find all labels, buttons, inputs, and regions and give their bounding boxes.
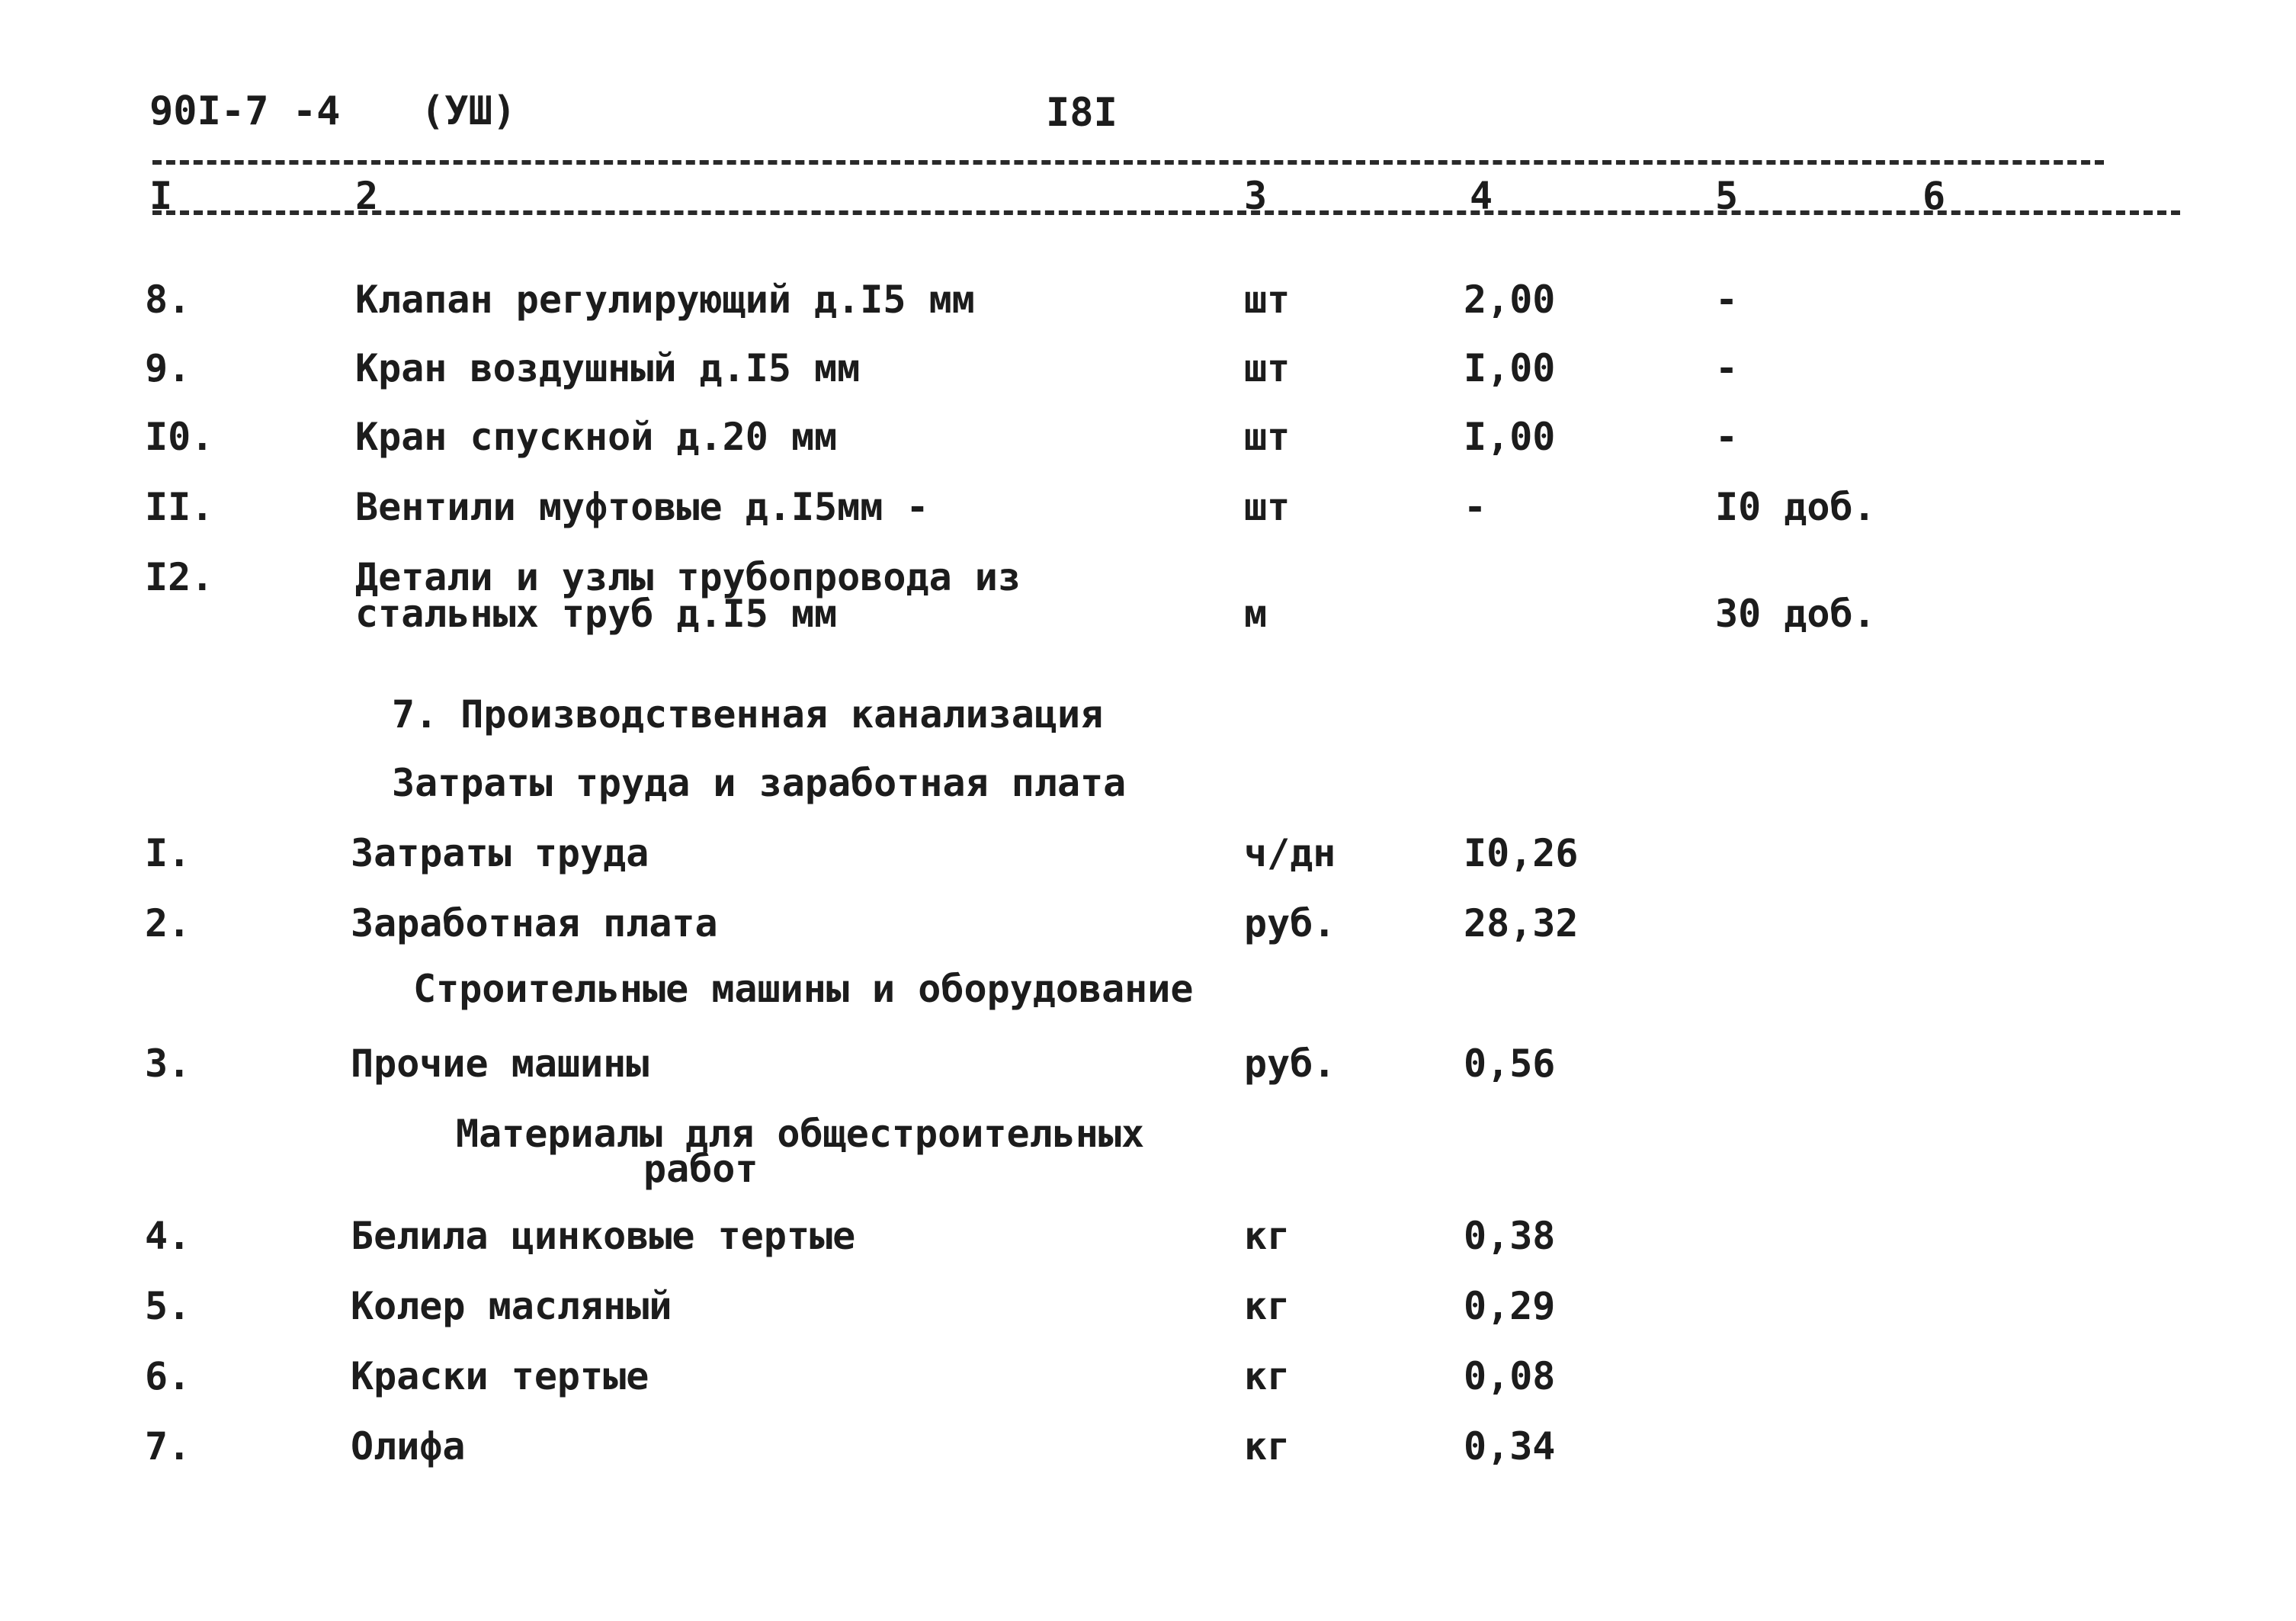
row-number: 8.	[145, 278, 191, 322]
materials-heading-line-1: Материалы для общестроительных	[456, 1112, 1145, 1156]
row-extra: 30 доб.	[1715, 592, 1876, 636]
row-unit: шт	[1244, 415, 1291, 459]
row-name: Олифа	[351, 1424, 466, 1469]
row-name: Колер масляный	[351, 1284, 672, 1328]
row-number: I0.	[145, 415, 214, 459]
page-number: I8I	[1046, 90, 1118, 136]
row-unit: м	[1244, 592, 1268, 636]
row-number: 6.	[145, 1354, 191, 1398]
section-title: 7. Производственная канализация	[392, 692, 1104, 737]
row-unit: руб.	[1244, 1042, 1336, 1086]
row-name: Затраты труда	[351, 831, 649, 875]
row-name: Прочие машины	[351, 1042, 649, 1086]
row-number: I2.	[145, 555, 214, 599]
doc-series: (УШ)	[421, 88, 517, 134]
row-unit: кг	[1244, 1354, 1291, 1398]
row-quantity: 0,34	[1464, 1424, 1556, 1469]
row-number: 9.	[145, 346, 191, 390]
row-unit: кг	[1244, 1214, 1291, 1258]
row-unit: кг	[1244, 1424, 1291, 1469]
row-quantity: 28,32	[1464, 901, 1579, 945]
labor-heading: Затраты труда и заработная плата	[392, 761, 1127, 805]
row-name: Кран воздушный д.I5 мм	[355, 346, 861, 390]
row-unit: ч/дн	[1244, 831, 1336, 875]
row-extra: -	[1715, 346, 1739, 390]
row-quantity: I0,26	[1464, 831, 1579, 875]
row-quantity: 0,08	[1464, 1354, 1556, 1398]
column-number-1: I	[149, 174, 173, 218]
machines-heading: Строительные машины и оборудование	[413, 967, 1194, 1011]
row-name: Клапан регулирующий д.I5 мм	[355, 278, 975, 322]
row-quantity: I,00	[1464, 346, 1556, 390]
row-quantity: 2,00	[1464, 278, 1556, 322]
row-number: II.	[145, 485, 214, 529]
row-number: 4.	[145, 1214, 191, 1258]
row-name: Кран спускной д.20 мм	[355, 415, 838, 459]
row-quantity: 0,38	[1464, 1214, 1556, 1258]
row-unit: шт	[1244, 278, 1291, 322]
header-rule-bottom	[152, 210, 2180, 215]
row-number: 2.	[145, 901, 191, 945]
column-number-4: 4	[1470, 174, 1493, 218]
row-extra: I0 доб.	[1715, 485, 1876, 529]
row-unit: шт	[1244, 346, 1291, 390]
materials-heading-line-2: работ	[643, 1147, 758, 1191]
row-name: Заработная плата	[351, 901, 718, 945]
doc-code: 90I-7 -4	[149, 88, 341, 134]
row-name: Краски тертые	[351, 1354, 649, 1398]
row-quantity: 0,56	[1464, 1042, 1556, 1086]
row-name: Вентили муфтовые д.I5мм -	[355, 485, 929, 529]
row-unit: кг	[1244, 1284, 1291, 1328]
header-rule-top	[152, 160, 2104, 165]
row-quantity: I,00	[1464, 415, 1556, 459]
row-number: I.	[145, 831, 191, 875]
row-name-line-1: Детали и узлы трубопровода из	[355, 555, 1021, 599]
column-number-6: 6	[1922, 174, 1946, 218]
row-unit: руб.	[1244, 901, 1336, 945]
row-unit: шт	[1244, 485, 1291, 529]
row-quantity: -	[1464, 485, 1487, 529]
row-number: 5.	[145, 1284, 191, 1328]
row-extra: -	[1715, 415, 1739, 459]
column-number-3: 3	[1244, 174, 1268, 218]
column-number-5: 5	[1715, 174, 1739, 218]
row-number: 3.	[145, 1042, 191, 1086]
row-name-line-2: стальных труб д.I5 мм	[355, 592, 838, 636]
row-extra: -	[1715, 278, 1739, 322]
column-number-2: 2	[355, 174, 379, 218]
row-quantity: 0,29	[1464, 1284, 1556, 1328]
row-number: 7.	[145, 1424, 191, 1469]
row-name: Белила цинковые тертые	[351, 1214, 856, 1258]
